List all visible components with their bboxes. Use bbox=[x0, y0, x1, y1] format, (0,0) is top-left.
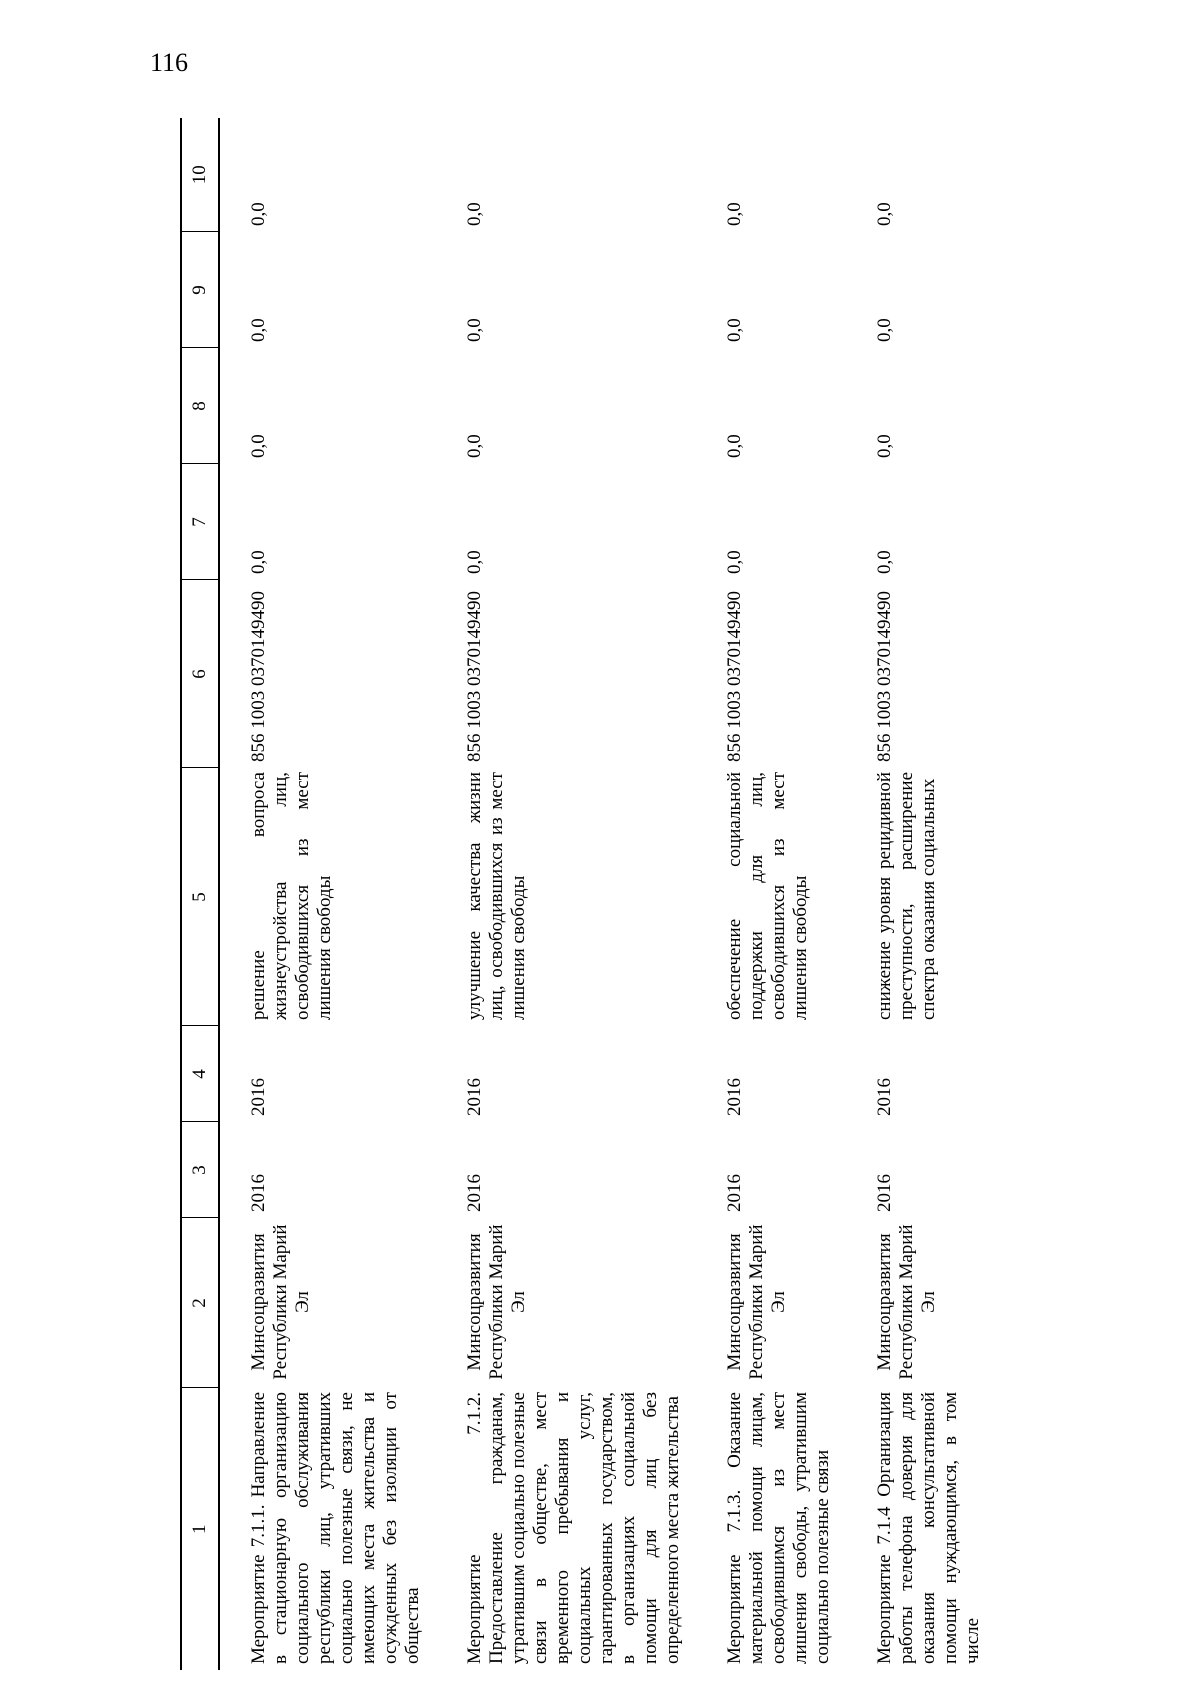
col-header-7: 7 bbox=[181, 464, 219, 580]
value-cell-10: 0,0 bbox=[874, 202, 895, 226]
budget-code-cell: 856 1003 0370149490 bbox=[724, 591, 745, 762]
value-cell-9: 0,0 bbox=[248, 318, 269, 342]
col-header-5: 5 bbox=[181, 768, 219, 1026]
table-row bbox=[696, 118, 846, 1670]
table-row bbox=[436, 118, 696, 1670]
col-header-9: 9 bbox=[181, 232, 219, 348]
table-row bbox=[846, 118, 962, 1670]
value-cell-9: 0,0 bbox=[724, 318, 745, 342]
result-cell: решение вопроса жизнеустройства лиц, освободившихся из мест лишения свободы bbox=[248, 772, 335, 1020]
measures-table bbox=[180, 118, 983, 1670]
col-header-10: 10 bbox=[181, 118, 219, 232]
value-cell-7: 0,0 bbox=[248, 550, 269, 574]
value-cell-8: 0,0 bbox=[724, 434, 745, 458]
executor-cell: Минсоцразвития Республики Марий Эл bbox=[248, 1224, 313, 1380]
end-year-cell: 2016 bbox=[248, 1078, 269, 1116]
result-cell bbox=[846, 768, 962, 1026]
result-cell: улучшение качества жизни лиц, освободившихся из мест лишения свободы bbox=[464, 772, 529, 1020]
result-cell: обеспечение социальной поддержки для лиц, освободившихся из мест лишения свободы bbox=[724, 772, 811, 1020]
budget-code-cell: 856 1003 0370149490 bbox=[874, 591, 895, 762]
page-number: 116 bbox=[150, 48, 189, 77]
executor-cell: Минсоцразвития Республики Марий Эл bbox=[724, 1224, 789, 1380]
col-header-2: 2 bbox=[181, 1218, 219, 1388]
measure-cell: Мероприятие 7.1.2. Предоставление гражданам, утратившим социально полезные связи в обществе, мест временного пребывания и социальных услуг, гарантированных государством, в организациях социальной помощи для лиц без определенного места жительства bbox=[464, 1392, 683, 1664]
start-year-cell: 2016 bbox=[248, 1174, 269, 1212]
executor-cell bbox=[846, 1218, 962, 1388]
measure-cell: Мероприятие 7.1.1. Направление в стационарную организацию социального обслуживания республики лиц, утративших социально полезные связи, не имеющих места жительства и осужденных без изоляции от общества bbox=[248, 1392, 423, 1664]
executor-text: Минсоцразвития Республики Марий Эл bbox=[874, 1224, 939, 1380]
col-header-6: 6 bbox=[181, 580, 219, 768]
value-cell-7: 0,0 bbox=[724, 550, 745, 574]
executor-cell: Минсоцразвития Республики Марий Эл bbox=[464, 1224, 529, 1380]
rotated-table-wrapper bbox=[180, 118, 1180, 1670]
measure-text: Мероприятие 7.1.4 Организация работы телефона доверия для оказания консультативной помощи нуждающимся, в том числе bbox=[874, 1392, 983, 1664]
start-year-cell: 2016 bbox=[724, 1174, 745, 1212]
value-cell-9: 0,0 bbox=[874, 318, 895, 342]
start-year-cell: 2016 bbox=[874, 1174, 895, 1212]
value-cell-7: 0,0 bbox=[874, 550, 895, 574]
value-cell-9: 0,0 bbox=[464, 318, 485, 342]
budget-code-cell: 856 1003 0370149490 bbox=[464, 591, 485, 762]
value-cell-8: 0,0 bbox=[874, 434, 895, 458]
col-header-4: 4 bbox=[181, 1026, 219, 1122]
value-cell-7: 0,0 bbox=[464, 550, 485, 574]
header-row bbox=[181, 118, 219, 1670]
value-cell-10: 0,0 bbox=[464, 202, 485, 226]
measure-cell: Мероприятие 7.1.3. Оказание материальной помощи лицам, освободившимся из мест лишения свободы, утратившим социально полезные связи bbox=[724, 1392, 833, 1664]
budget-code-cell: 856 1003 0370149490 bbox=[248, 591, 269, 762]
value-cell-8: 0,0 bbox=[464, 434, 485, 458]
value-cell-8: 0,0 bbox=[248, 434, 269, 458]
end-year-cell: 2016 bbox=[724, 1078, 745, 1116]
start-year-cell: 2016 bbox=[464, 1174, 485, 1212]
col-header-8: 8 bbox=[181, 348, 219, 464]
end-year-cell: 2016 bbox=[874, 1078, 895, 1116]
table-row bbox=[219, 118, 436, 1670]
measure-cell bbox=[846, 1388, 983, 1670]
value-cell-10: 0,0 bbox=[248, 202, 269, 226]
col-header-1: 1 bbox=[181, 1388, 219, 1670]
col-header-3: 3 bbox=[181, 1122, 219, 1218]
end-year-cell: 2016 bbox=[464, 1078, 485, 1116]
result-text: снижение уровня рецидивной преступности, расширение спектра оказания социальных bbox=[874, 772, 939, 1020]
value-cell-10: 0,0 bbox=[724, 202, 745, 226]
